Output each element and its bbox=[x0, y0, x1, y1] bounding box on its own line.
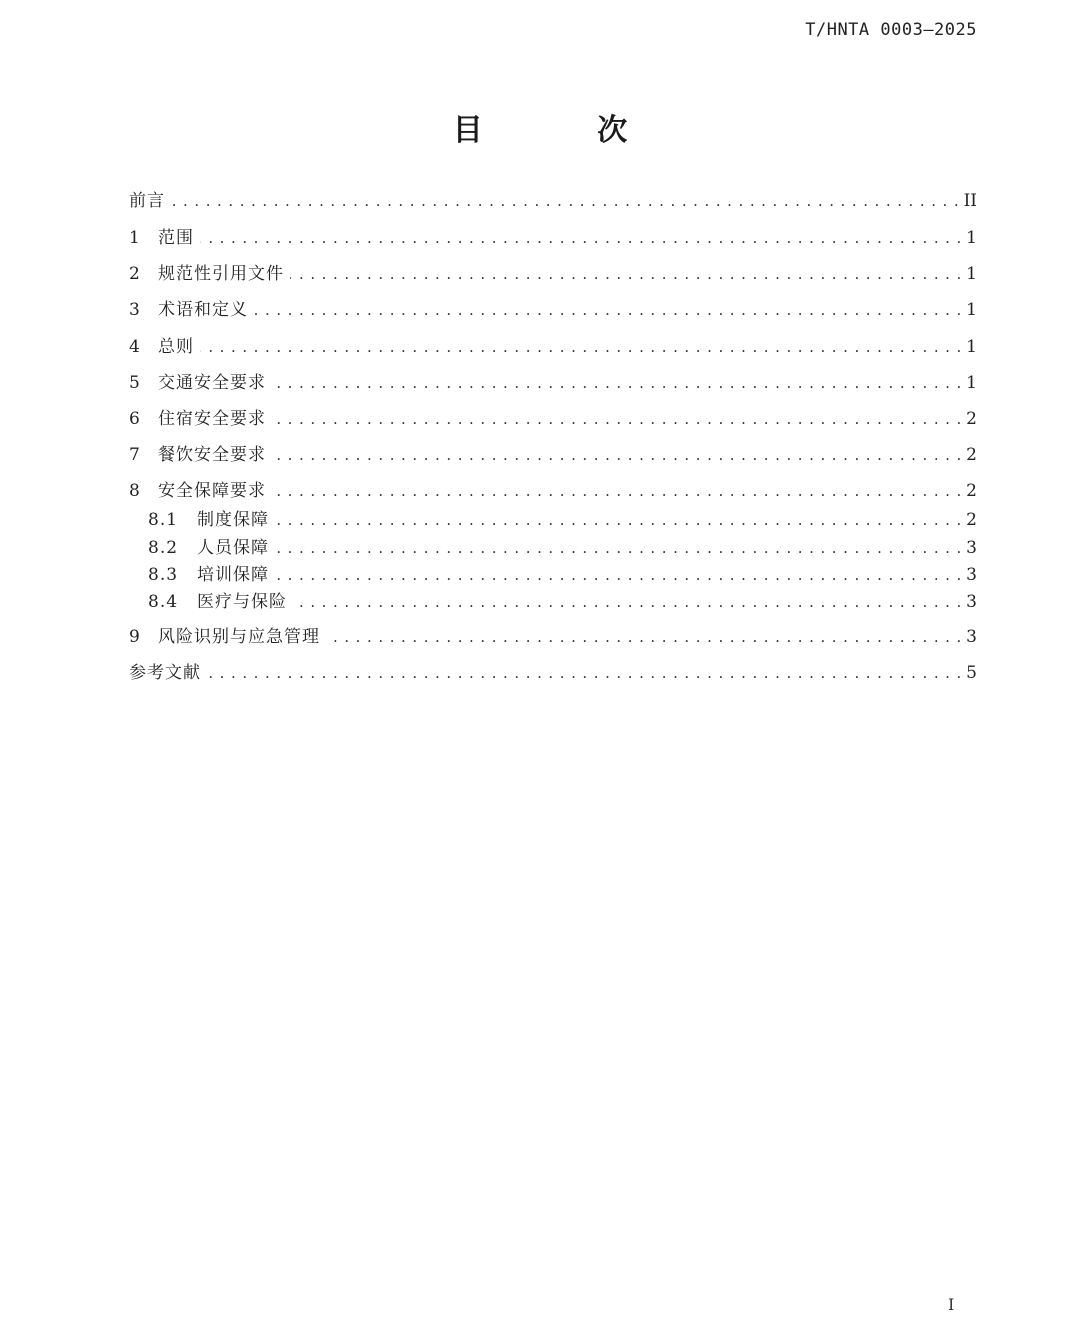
toc-entry-label: 术语和定义 bbox=[158, 300, 248, 320]
toc-entry-label: 人员保障 bbox=[197, 538, 269, 558]
toc-entry-page: 1 bbox=[966, 373, 977, 393]
dot-leader bbox=[275, 505, 962, 535]
toc-entry-page: 3 bbox=[966, 538, 977, 558]
dot-leader bbox=[272, 368, 962, 398]
toc-entry-6[interactable] bbox=[129, 404, 977, 434]
toc-entry-8-4[interactable] bbox=[148, 587, 977, 617]
toc-title: 目 次 bbox=[452, 113, 680, 148]
toc-entry-page: 2 bbox=[966, 510, 977, 530]
toc-entry-number: 5 bbox=[129, 373, 140, 393]
toc-entry-label: 范围 bbox=[158, 228, 194, 248]
dot-leader bbox=[275, 560, 962, 590]
toc-entry-2[interactable] bbox=[129, 259, 977, 289]
toc-entry-3[interactable] bbox=[129, 295, 977, 325]
toc-entry-label: 医疗与保险 bbox=[197, 592, 287, 612]
toc-entry-label: 前言 bbox=[129, 191, 165, 211]
toc-entry-page: 1 bbox=[966, 300, 977, 320]
toc-entry-page: II bbox=[963, 191, 977, 211]
toc-entry-number: 4 bbox=[129, 337, 140, 357]
toc-entry-8-1[interactable] bbox=[148, 505, 977, 535]
dot-leader bbox=[200, 223, 962, 253]
dot-leader bbox=[254, 295, 962, 325]
toc-entry-page: 5 bbox=[966, 663, 977, 683]
toc-entry-page: 2 bbox=[966, 445, 977, 465]
toc-entry-page: 1 bbox=[966, 264, 977, 284]
toc-entry-number: 8.2 bbox=[148, 538, 179, 558]
toc-entry-foreword[interactable] bbox=[129, 186, 977, 216]
toc-entry-number: 3 bbox=[129, 300, 140, 320]
dot-leader bbox=[200, 332, 962, 362]
toc-entry-number: 7 bbox=[129, 445, 140, 465]
toc-entry-number: 2 bbox=[129, 264, 140, 284]
toc-entry-number: 9 bbox=[129, 627, 140, 647]
toc-entry-page: 2 bbox=[966, 481, 977, 501]
toc-entry-label: 培训保障 bbox=[197, 565, 269, 585]
toc-entry-4[interactable] bbox=[129, 332, 977, 362]
toc-entry-page: 3 bbox=[966, 627, 977, 647]
toc-entry-label: 总则 bbox=[158, 337, 194, 357]
toc-entry-label: 餐饮安全要求 bbox=[158, 445, 266, 465]
toc-entry-page: 1 bbox=[966, 337, 977, 357]
toc-entry-page: 1 bbox=[966, 228, 977, 248]
toc-entry-number: 1 bbox=[129, 228, 140, 248]
dot-leader bbox=[171, 186, 960, 216]
dot-leader bbox=[290, 259, 962, 289]
toc-entry-number: 8.4 bbox=[148, 592, 179, 612]
toc-entry-number: 8 bbox=[129, 481, 140, 501]
dot-leader bbox=[207, 658, 962, 688]
toc-entry-1[interactable] bbox=[129, 223, 977, 253]
toc-entry-7[interactable] bbox=[129, 440, 977, 470]
toc-entry-label: 安全保障要求 bbox=[158, 481, 266, 501]
dot-leader bbox=[275, 533, 962, 563]
toc-entry-8[interactable] bbox=[129, 476, 977, 506]
dot-leader bbox=[272, 440, 962, 470]
document-code: T/HNTA 0003—2025 bbox=[805, 20, 977, 40]
toc-entry-8-2[interactable] bbox=[148, 533, 977, 563]
toc-entry-number: 6 bbox=[129, 409, 140, 429]
toc-entry-label: 制度保障 bbox=[197, 510, 269, 530]
page-number: I bbox=[948, 1295, 955, 1314]
toc-entry-label: 住宿安全要求 bbox=[158, 409, 266, 429]
toc-entry-number: 8.3 bbox=[148, 565, 179, 585]
toc-entry-label: 风险识别与应急管理 bbox=[158, 627, 320, 647]
toc-entry-page: 3 bbox=[966, 592, 977, 612]
toc-entry-label: 参考文献 bbox=[129, 663, 201, 683]
toc-entry-number: 8.1 bbox=[148, 510, 179, 530]
toc-entry-page: 2 bbox=[966, 409, 977, 429]
toc-entry-5[interactable] bbox=[129, 368, 977, 398]
toc-entry-label: 规范性引用文件 bbox=[158, 264, 284, 284]
dot-leader bbox=[272, 476, 962, 506]
dot-leader bbox=[272, 404, 962, 434]
dot-leader bbox=[293, 587, 962, 617]
toc-entry-page: 3 bbox=[966, 565, 977, 585]
dot-leader bbox=[326, 622, 962, 652]
toc-entry-8-3[interactable] bbox=[148, 560, 977, 590]
toc-entry-label: 交通安全要求 bbox=[158, 373, 266, 393]
toc-entry-9[interactable] bbox=[129, 622, 977, 652]
toc-entry-bibliography[interactable] bbox=[129, 658, 977, 688]
